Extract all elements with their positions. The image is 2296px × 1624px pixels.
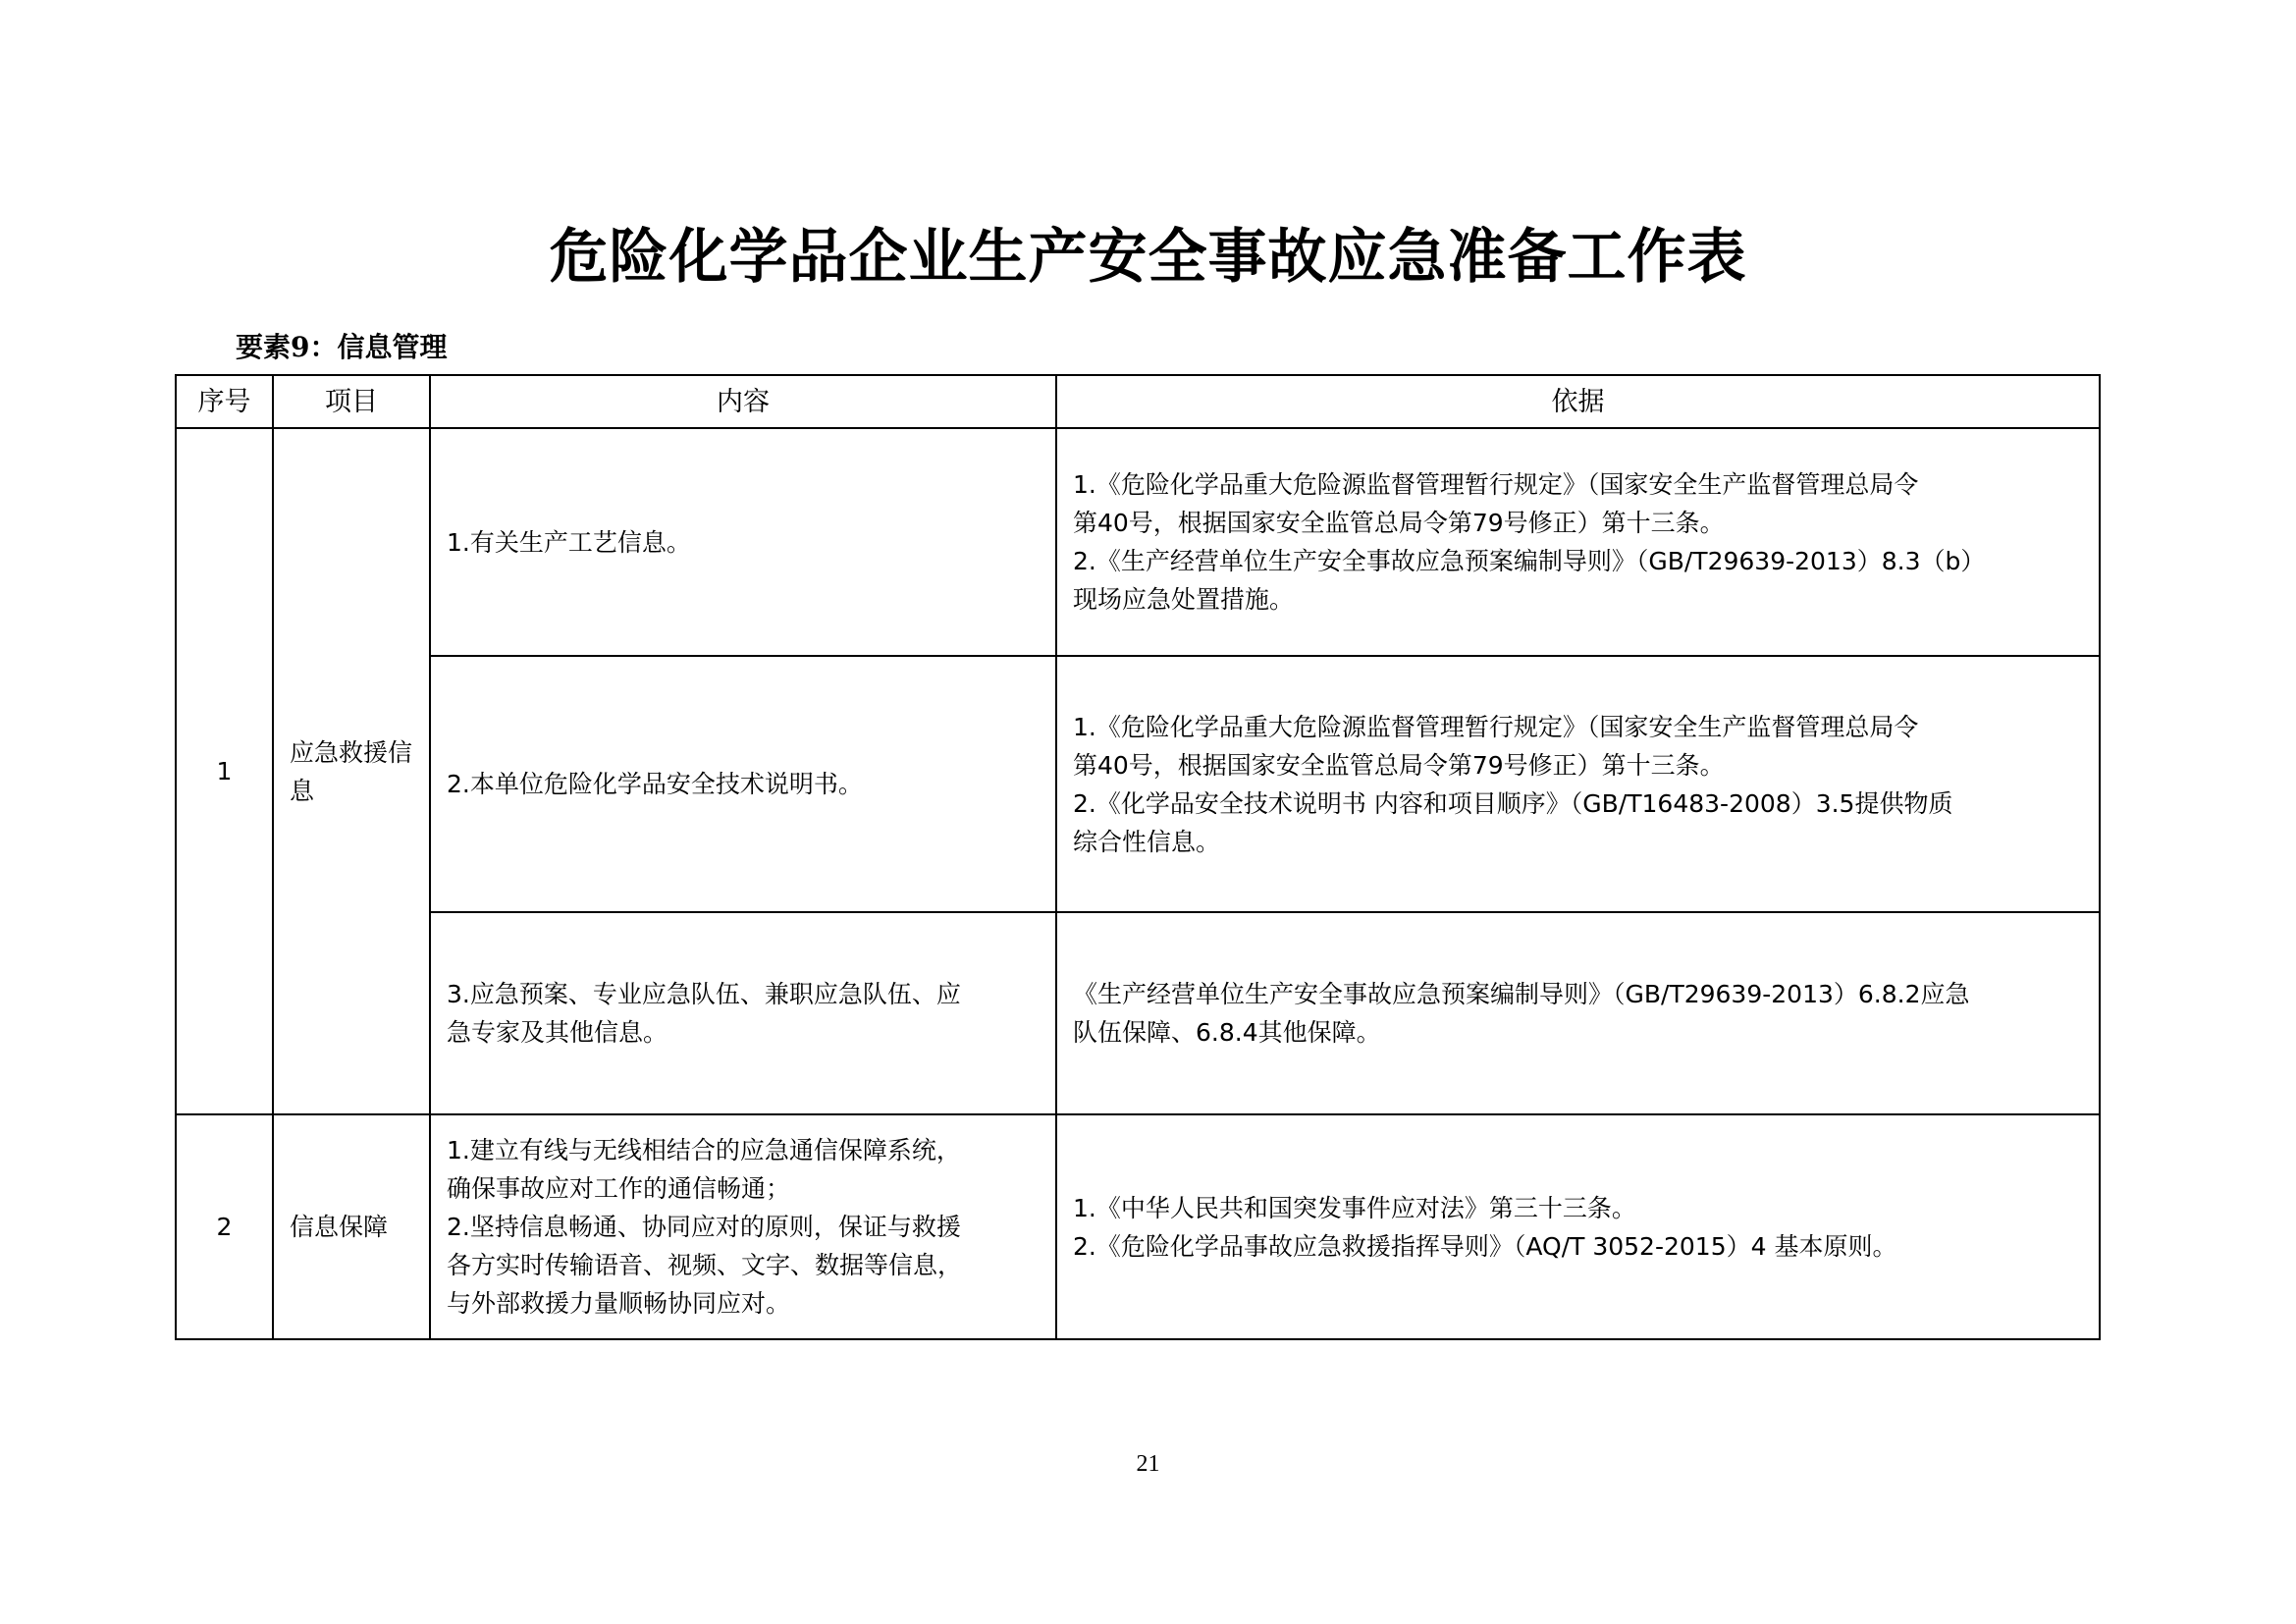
basis-line: 综合性信息。 <box>1073 827 1221 856</box>
header-content: 内容 <box>430 375 1056 428</box>
basis-line: 队伍保障、6.8.4其他保障。 <box>1073 1018 1381 1047</box>
basis-line: 第40号，根据国家安全监管总局令第79号修正）第十三条。 <box>1073 509 1725 537</box>
basis-cell <box>1056 428 2100 656</box>
basis-cell <box>1056 1114 2100 1339</box>
basis-cell <box>1056 656 2100 912</box>
content-cell <box>430 912 1056 1114</box>
content-line: 各方实时传输语音、视频、文字、数据等信息， <box>447 1251 963 1279</box>
table-row <box>176 656 2100 912</box>
content-line: 1.建立有线与无线相结合的应急通信保障系统， <box>447 1136 961 1164</box>
content-line: 确保事故应对工作的通信畅通； <box>447 1174 791 1203</box>
row-number: 2 <box>176 1114 273 1339</box>
page-number: 21 <box>1136 1451 1160 1477</box>
header-basis: 依据 <box>1056 375 2100 428</box>
header-no: 序号 <box>176 375 273 428</box>
table-row <box>176 1114 2100 1339</box>
basis-line: 2.《危险化学品事故应急救援指挥导则》（AQ/T 3052-2015）4 基本原则。 <box>1073 1231 1897 1261</box>
basis-line: 1.《危险化学品重大危险源监督管理暂行规定》（国家安全生产监督管理总局令 <box>1073 470 1919 499</box>
basis-line: 现场应急处置措施。 <box>1073 585 1295 614</box>
item-name <box>273 428 430 1114</box>
item-name <box>273 1114 430 1339</box>
table-row <box>176 912 2100 1114</box>
content-cell <box>430 1114 1056 1339</box>
item-text: 信息保障 <box>290 1213 389 1241</box>
content-cell <box>430 428 1056 656</box>
content-line: 2.本单位危险化学品安全技术说明书。 <box>447 770 863 798</box>
row-number: 1 <box>176 428 273 1114</box>
document-title: 危险化学品企业生产安全事故应急准备工作表 <box>549 223 1747 292</box>
basis-line: 2.《生产经营单位生产安全事故应急预案编制导则》（GB/T29639-2013）8.3（b） <box>1073 547 1986 575</box>
content-cell <box>430 656 1056 912</box>
table-row <box>176 428 2100 656</box>
element-label: 要素9：信息管理 <box>236 331 448 363</box>
content-line: 3.应急预案、专业应急队伍、兼职应急队伍、应 <box>447 980 961 1008</box>
basis-line: 2.《化学品安全技术说明书 内容和项目顺序》（GB/T16483-2008）3.5提供物质 <box>1073 788 1953 818</box>
content-line: 1.有关生产工艺信息。 <box>447 527 691 557</box>
content-line: 2.坚持信息畅通、协同应对的原则，保证与救援 <box>447 1213 961 1241</box>
item-text: 应急救援信息 <box>290 737 413 805</box>
content-line: 与外部救援力量顺畅协同应对。 <box>447 1289 791 1318</box>
header-item: 项目 <box>273 375 430 428</box>
basis-line: 第40号，根据国家安全监管总局令第79号修正）第十三条。 <box>1073 750 1725 780</box>
emergency-prep-table <box>175 374 2101 1340</box>
basis-cell <box>1056 912 2100 1114</box>
basis-line: 1.《危险化学品重大危险源监督管理暂行规定》（国家安全生产监督管理总局令 <box>1073 712 1919 741</box>
basis-line: 《生产经营单位生产安全事故应急预案编制导则》（GB/T29639-2013）6.8.2应急 <box>1073 980 1970 1008</box>
content-line: 急专家及其他信息。 <box>447 1018 668 1047</box>
basis-line: 1.《中华人民共和国突发事件应对法》第三十三条。 <box>1073 1193 1636 1222</box>
table-header-row <box>176 375 2100 428</box>
